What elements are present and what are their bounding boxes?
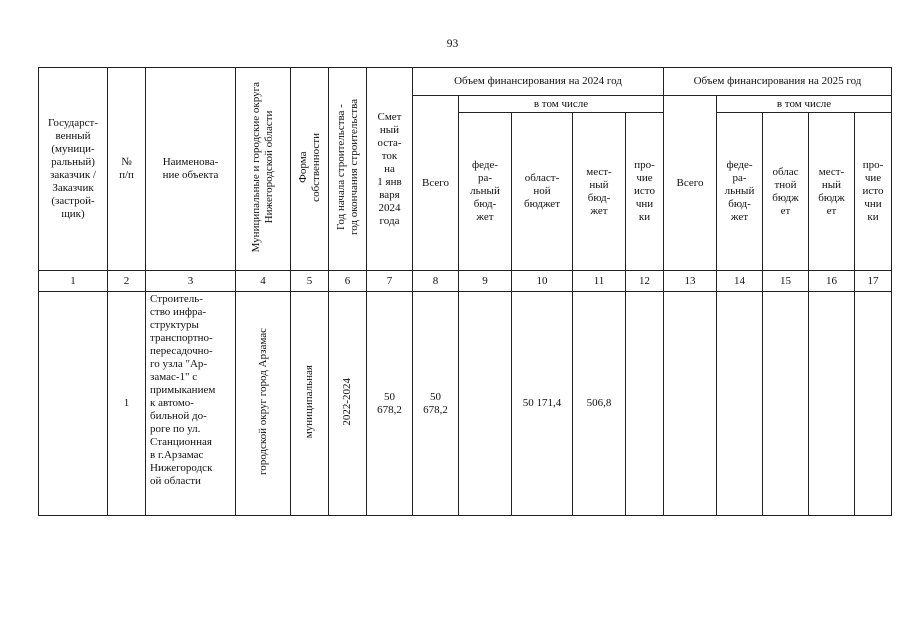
header-including-2024: в том числе bbox=[459, 96, 664, 113]
cell-regional-2025 bbox=[763, 292, 809, 516]
header-municipality-cell bbox=[236, 68, 291, 271]
column-number: 15 bbox=[763, 271, 809, 292]
header-customer: Государст- венный (муници- pальный) заказчик / Заказчик (застрой- щик) bbox=[39, 68, 108, 271]
header-local-2024: мест- ный бюд- жет bbox=[573, 113, 626, 271]
column-number: 10 bbox=[512, 271, 573, 292]
column-number: 6 bbox=[329, 271, 367, 292]
header-federal-2024: феде- ра- льный бюд- жет bbox=[459, 113, 512, 271]
column-number: 2 bbox=[108, 271, 146, 292]
column-number: 5 bbox=[291, 271, 329, 292]
header-regional-2024: област- ной бюджет bbox=[512, 113, 573, 271]
header-ownership: Форма собственности bbox=[296, 132, 322, 202]
financing-table bbox=[38, 67, 892, 516]
column-number: 9 bbox=[459, 271, 512, 292]
column-number: 1 bbox=[39, 271, 108, 292]
column-number: 16 bbox=[809, 271, 855, 292]
column-number: 4 bbox=[236, 271, 291, 292]
cell-municipality-wrap bbox=[236, 292, 291, 516]
cell-years-wrap bbox=[329, 292, 367, 516]
header-local-2025: мест- ный бюдж ет bbox=[809, 113, 855, 271]
header-total-2024: Всего bbox=[413, 96, 459, 271]
cell-local-2025 bbox=[809, 292, 855, 516]
header-years: Год начала строительства - год окончания строительства bbox=[334, 99, 360, 235]
cell-object-name: Строитель- ство инфра- структуры транспортно- пересадочно- го узла "Ар- замас-1" с примыканием к автомо- бильной до- роге по ул. Станционная в г.Арзамас Нижегородск ой области bbox=[146, 292, 236, 516]
cell-balance: 50 678,2 bbox=[367, 292, 413, 516]
cell-federal-2025 bbox=[717, 292, 763, 516]
header-number: № п/п bbox=[108, 68, 146, 271]
column-number: 14 bbox=[717, 271, 763, 292]
cell-number: 1 bbox=[108, 292, 146, 516]
column-number: 3 bbox=[146, 271, 236, 292]
header-financing-2025: Объем финансирования на 2025 год bbox=[664, 68, 892, 96]
column-number: 8 bbox=[413, 271, 459, 292]
cell-local-2024: 506,8 bbox=[573, 292, 626, 516]
column-number: 11 bbox=[573, 271, 626, 292]
header-object-name: Наименова- ние объекта bbox=[146, 68, 236, 271]
column-number: 17 bbox=[855, 271, 892, 292]
cell-other-2024 bbox=[626, 292, 664, 516]
cell-ownership: муниципальная bbox=[303, 364, 315, 439]
cell-regional-2024: 50 171,4 bbox=[512, 292, 573, 516]
page-number: 93 bbox=[446, 38, 459, 50]
header-municipality: Муниципальные и городские округа Нижегородской области bbox=[250, 81, 275, 253]
cell-other-2025 bbox=[855, 292, 892, 516]
column-number: 13 bbox=[664, 271, 717, 292]
header-other-2025: про- чие исто чни ки bbox=[855, 113, 892, 271]
cell-customer bbox=[39, 292, 108, 516]
header-years-cell bbox=[329, 68, 367, 271]
cell-years: 2022-2024 bbox=[341, 377, 353, 426]
cell-total-2025 bbox=[664, 292, 717, 516]
header-other-2024: про- чие исто чни ки bbox=[626, 113, 664, 271]
table-row bbox=[39, 292, 892, 516]
column-numbers-row bbox=[39, 271, 892, 292]
header-financing-2024: Объем финансирования на 2024 год bbox=[413, 68, 664, 96]
cell-total-2024: 50 678,2 bbox=[413, 292, 459, 516]
header-including-2025: в том числе bbox=[717, 96, 892, 113]
header-federal-2025: феде- ра- льный бюд- жет bbox=[717, 113, 763, 271]
column-number: 12 bbox=[626, 271, 664, 292]
cell-municipality: городской округ город Арзамас bbox=[256, 327, 269, 475]
header-regional-2025: облас тной бюдж ет bbox=[763, 113, 809, 271]
header-ownership-cell bbox=[291, 68, 329, 271]
column-number: 7 bbox=[367, 271, 413, 292]
cell-ownership-wrap bbox=[291, 292, 329, 516]
header-total-2025: Всего bbox=[664, 96, 717, 271]
cell-federal-2024 bbox=[459, 292, 512, 516]
header-balance: Смет ный оста- ток на 1 янв варя 2024 года bbox=[367, 68, 413, 271]
